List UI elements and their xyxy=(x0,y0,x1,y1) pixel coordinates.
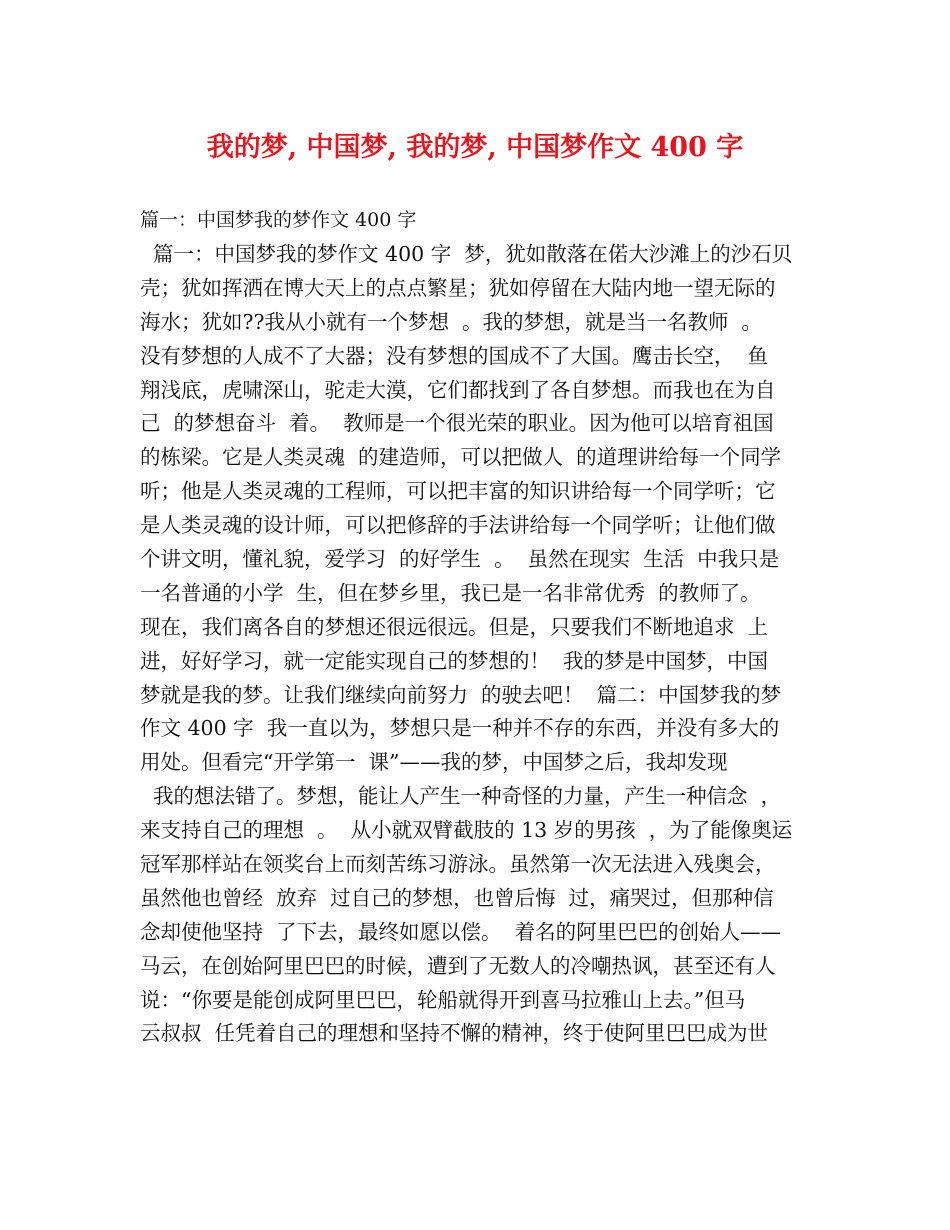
body-line: 云叔叔 任凭着自己的理想和坚持不懈的精神，终于使阿里巴巴成为世 xyxy=(140,1021,769,1046)
body-line: 己 的梦想奋斗 着。 教师是一个很光荣的职业。因为他可以培育祖国 xyxy=(140,411,774,436)
body-line: 梦就是我的梦。让我们继续向前努力 的驶去吧！ 篇二：中国梦我的梦 xyxy=(140,682,782,707)
body-line: 海水；犹如??我从小就有一个梦想 。我的梦想，就是当一名教师 。 xyxy=(140,309,763,334)
body-line: 是人类灵魂的设计师，可以把修辞的手法讲给每一个同学听；让他们做 xyxy=(140,513,776,538)
body-line: 冠军那样站在领奖台上而刻苦练习游泳。虽然第一次无法进入残奥会， xyxy=(140,852,776,877)
body-line: 壳；犹如挥洒在博大天上的点点繁星；犹如停留在大陆内地一望无际的 xyxy=(140,275,776,300)
body-line: 作文 400 字 我一直以为，梦想只是一种并不存的东西，并没有多大的 xyxy=(140,716,780,741)
section-heading: 篇一：中国梦我的梦作文 400 字 xyxy=(140,209,417,231)
body-line: 马云，在创始阿里巴巴的时候，遭到了无数人的冷嘲热讽，甚至还有人 xyxy=(140,953,776,978)
body-line: 来支持自己的理想 。 从小就双臂截肢的 13 岁的男孩 ，为了能像奥运 xyxy=(140,818,793,843)
body-line: 虽然他也曾经 放弃 过自己的梦想，也曾后悔 过，痛哭过，但那种信 xyxy=(140,885,774,910)
document-body xyxy=(140,238,820,1051)
body-line: 听；他是人类灵魂的工程师，可以把丰富的知识讲给每一个同学听；它 xyxy=(140,479,776,504)
body-line: 念却使他坚持 了下去，最终如愿以偿。 着名的阿里巴巴的创始人—— xyxy=(140,919,782,944)
body-line: 现在，我们离各自的梦想还很远很远。但是，只要我们不断地追求 上 xyxy=(140,614,769,639)
body-line: 用处。但看完“开学第一 课”——我的梦，中国梦之后，我却发现 xyxy=(140,750,728,775)
body-line: 我的想法错了。梦想，能让人产生一种奇怪的力量，产生一种信念 ， xyxy=(140,784,782,809)
body-line: 篇一：中国梦我的梦作文 400 字 梦，犹如散落在偌大沙滩上的沙石贝 xyxy=(140,242,793,266)
body-line: 进，好好学习，就一定能实现自己的梦想的！ 我的梦是中国梦，中国 xyxy=(140,648,769,673)
body-line: 个讲文明，懂礼貌，爱学习 的好学生 。 虽然在现实 生活 中我只是 xyxy=(140,547,780,572)
body-line: 没有梦想的人成不了大器；没有梦想的国成不了大国。鹰击长空， 鱼 xyxy=(140,343,769,368)
body-line: 翔浅底，虎啸深山，驼走大漠，它们都找到了各自梦想。而我也在为自 xyxy=(140,377,776,402)
body-line: 说：“你要是能创成阿里巴巴，轮船就得开到喜马拉雅山上去。”但马 xyxy=(140,987,746,1012)
body-line: 的栋梁。它是人类灵魂 的建造师，可以把做人 的道理讲给每一个同学 xyxy=(140,445,782,470)
body-line: 一名普通的小学 生，但在梦乡里，我已是一名非常优秀 的教师了。 xyxy=(140,580,761,605)
document-title: 我的梦, 中国梦, 我的梦, 中国梦作文 400 字 xyxy=(206,132,744,163)
